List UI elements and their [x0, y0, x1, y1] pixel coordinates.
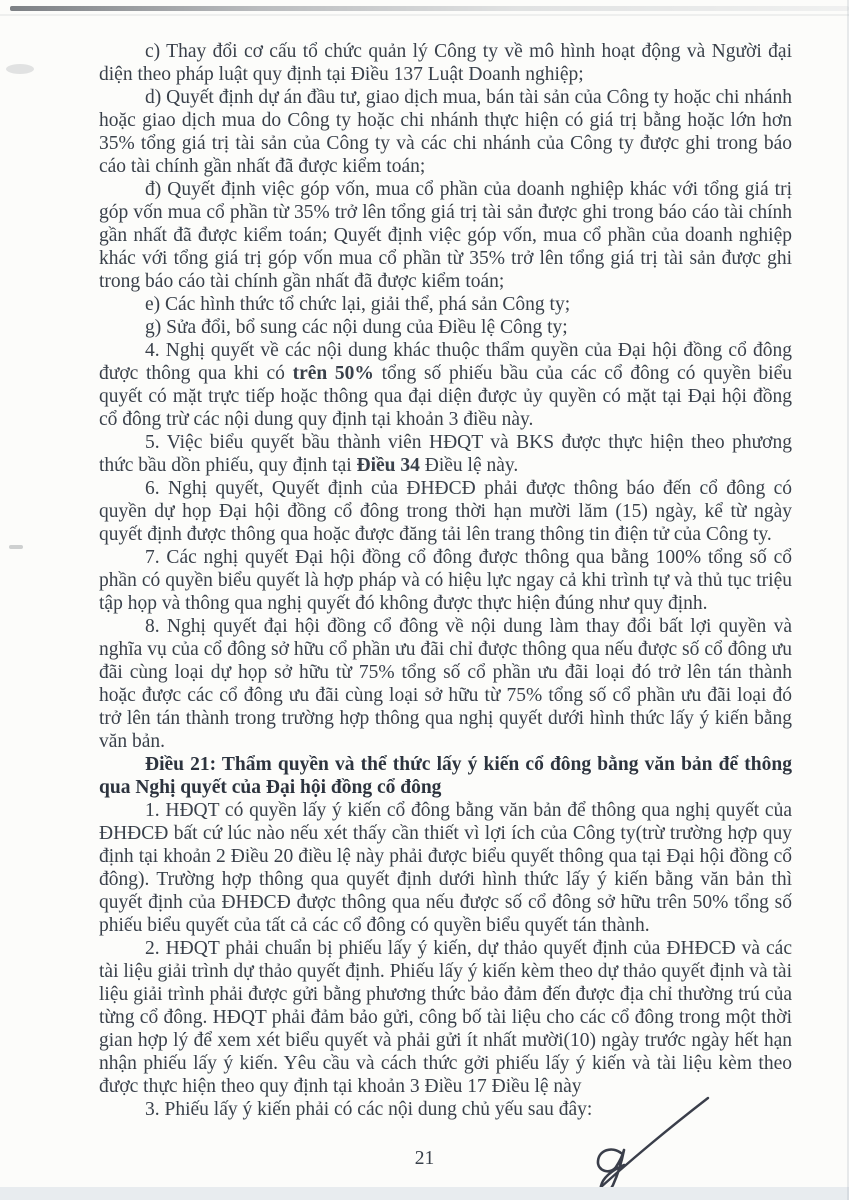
text-run: đ) Quyết định việc góp vốn, mua cổ phần của doanh nghiệp khác với tổng giá trị góp vốn mua cổ phần từ 35% trở lên tổng giá trị tài sản được ghi trong báo cáo tài chính gần nhất đã được kiểm toán; Quyết định việc góp vốn, mua cổ phần của doanh nghiệp khác với tổng giá trị góp vốn mua cổ phần từ 35% trở lên tổng giá trị tài sản được ghi trong báo cáo tài chính gần nhất đã được kiểm toán;	[99, 179, 792, 292]
paragraph	[99, 316, 792, 339]
text-run: 7. Các nghị quyết Đại hội đồng cổ đông được thông qua bằng 100% tổng số cổ phần có quyền biểu quyết là hợp pháp và có hiệu lực ngay cả khi trình tự và thủ tục triệu tập họp và thông qua nghị quyết đó không được thực hiện đúng như quy định.	[99, 547, 792, 614]
text-run: 5. Việc biểu quyết bầu thành viên HĐQT và BKS được thực hiện theo phương thức bầu dồn phiếu, quy định tại	[99, 432, 792, 476]
text-run: c) Thay đổi cơ cấu tổ chức quản lý Công ty về mô hình hoạt động và Người đại diện theo pháp luật quy định tại Điều 137 Luật Doanh nghiệp;	[99, 41, 792, 85]
paragraph	[99, 799, 792, 937]
paragraph	[99, 86, 792, 178]
text-run: 4. Nghị quyết về các nội dung khác thuộc thẩm quyền của Đại hội đồng cổ đông được thông qua khi có	[99, 340, 792, 384]
bold-text-run: trên 50%	[292, 363, 374, 384]
paragraph	[99, 293, 792, 316]
scan-artifact-bottom-band	[0, 1187, 849, 1200]
paragraph	[99, 339, 792, 431]
document-body	[99, 40, 792, 1121]
text-run: d) Quyết định dự án đầu tư, giao dịch mua, bán tài sản của Công ty hoặc chi nhánh hoặc giao dịch mua do Công ty hoặc chi nhánh thực hiện có giá trị bằng hoặc lớn hơn 35% tổng giá trị tài sản của Công ty và các chi nhánh của Công ty được ghi trong báo cáo tài chính gần nhất đã được kiểm toán;	[99, 87, 792, 177]
text-run: tổng số phiếu bầu của các cổ đông có quyền biểu quyết có mặt trực tiếp hoặc thông qua đại diện được ủy quyền có mặt tại Đại hội đồng cổ đông trừ các nội dung quy định tại khoản 3 điều này.	[99, 363, 792, 430]
text-run: 3. Phiếu lấy ý kiến phải có các nội dung chủ yếu sau đây:	[145, 1099, 593, 1120]
text-run: 6. Nghị quyết, Quyết định của ĐHĐCĐ phải được thông báo đến cổ đông có quyền dự họp Đại hội đồng cổ đông trong thời hạn mười lăm (15) ngày, kể từ ngày quyết định được thông qua hoặc được đăng tải lên trang thông tin điện tử của Công ty.	[99, 478, 792, 545]
text-run: g) Sửa đổi, bổ sung các nội dung của Điều lệ Công ty;	[145, 317, 568, 338]
bold-text-run: Điều 34	[356, 455, 420, 476]
scan-artifact-streak	[0, 14, 849, 16]
text-run: 8. Nghị quyết đại hội đồng cổ đông về nội dung làm thay đổi bất lợi quyền và nghĩa vụ của cổ đông sở hữu cổ phần ưu đãi chỉ được thông qua nếu được số cổ đông ưu đãi cùng loại dự họp sở hữu từ 75% tổng số cổ phần ưu đãi loại đó trở lên tán thành hoặc được các cổ đông ưu đãi cùng loại sở hữu từ 75% tổng số cổ phần ưu đãi loại đó trở lên tán thành trong trường hợp thông qua nghị quyết dưới hình thức lấy ý kiến bằng văn bản.	[99, 616, 792, 752]
paragraph	[99, 178, 792, 293]
paragraph	[99, 477, 792, 546]
text-run: 2. HĐQT phải chuẩn bị phiếu lấy ý kiến, dự thảo quyết định của ĐHĐCĐ và các tài liệu giải trình dự thảo quyết định. Phiếu lấy ý kiến kèm theo dự thảo quyết định và tài liệu giải trình phải được gửi bằng phương thức bảo đảm đến được địa chỉ thường trú của từng cổ đông. HĐQT phải đảm bảo gửi, công bố tài liệu cho các cổ đông trong một thời gian hợp lý để xem xét biểu quyết và phải gửi ít nhất mười(10) ngày trước ngày hết hạn nhận phiếu lấy ý kiến. Yêu cầu và cách thức gởi phiếu lấy ý kiến và tài liệu kèm theo được thực hiện theo quy định tại khoản 3 Điều 17 Điều lệ này	[99, 938, 792, 1097]
text-run: 1. HĐQT có quyền lấy ý kiến cổ đông bằng văn bản để thông qua nghị quyết của ĐHĐCĐ bất cứ lúc nào nếu xét thấy cần thiết vì lợi ích của Công ty(trừ trường hợp quy định tại khoản 2 Điều 20 điều lệ này phải được biểu quyết thông qua tại Đại hội đồng cổ đông). Trường hợp thông qua quyết định dưới hình thức lấy ý kiến bằng văn bản thì quyết định của ĐHĐCĐ được thông qua nếu được số cổ đông sở hữu trên 50% tổng số phiếu biểu quyết của tất cả các cổ đông có quyền biểu quyết tán thành.	[99, 800, 792, 936]
text-run: Điều lệ này.	[419, 455, 519, 476]
paragraph	[99, 546, 792, 615]
paragraph	[99, 40, 792, 86]
paragraph	[99, 615, 792, 753]
scan-artifact-top-line	[10, 6, 849, 11]
scan-smudge	[9, 545, 23, 549]
scan-smudge	[6, 64, 34, 74]
page-number: 21	[414, 1148, 435, 1169]
text-run: e) Các hình thức tổ chức lại, giải thể, phá sản Công ty;	[145, 294, 571, 315]
paragraph	[99, 937, 792, 1098]
bold-text-run: Điều 21: Thẩm quyền và thể thức lấy ý kiến cổ đông bằng văn bản để thông qua Nghị quyết của Đại hội đồng cổ đông	[99, 754, 792, 798]
article-heading	[99, 753, 792, 799]
handwritten-signature	[583, 1090, 713, 1198]
paragraph	[99, 431, 792, 477]
